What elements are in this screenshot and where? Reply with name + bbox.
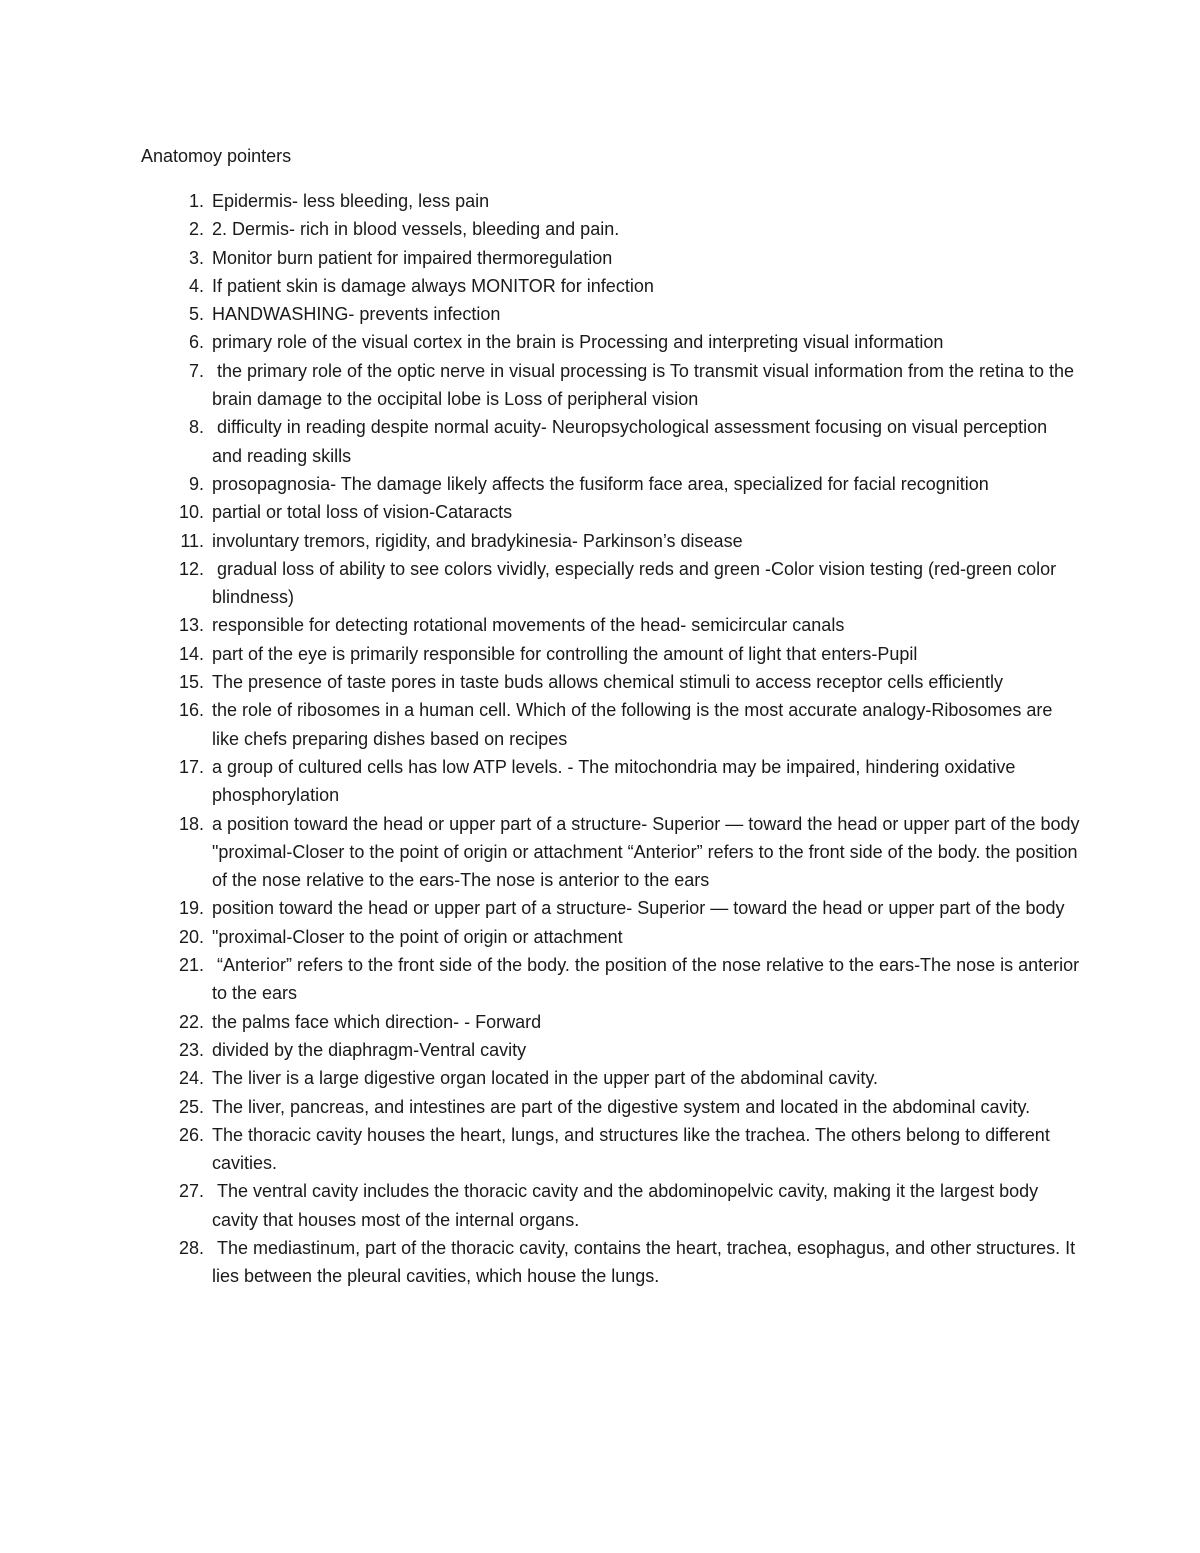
- list-item: [0, 696, 1200, 753]
- list-item-number: 28.: [178, 1237, 204, 1258]
- list-item: [0, 951, 1200, 1008]
- list-item-text: The presence of taste pores in taste buds allows chemical stimuli to access receptor cells efficiently: [212, 672, 1004, 693]
- list-item: [0, 1036, 1200, 1064]
- list-item-text: The liver, pancreas, and intestines are part of the digestive system and located in the abdominal cavity.: [212, 1096, 1031, 1117]
- list-item-text: The thoracic cavity houses the heart, lungs, and structures like the trachea. The others belong to different cavities.: [212, 1124, 1055, 1174]
- list-item-number: 25.: [178, 1096, 204, 1117]
- list-item-text: If patient skin is damage always MONITOR for infection: [212, 275, 654, 296]
- list-item-number: 27.: [178, 1181, 204, 1202]
- list-item-number: 17.: [178, 756, 204, 777]
- list-item-number: 5.: [188, 304, 204, 325]
- list-item-text: the palms face which direction- - Forward: [212, 1011, 542, 1032]
- list-item: [0, 498, 1200, 526]
- list-item: [0, 1121, 1200, 1178]
- list-item: [0, 1093, 1200, 1121]
- list-item-number: 19.: [178, 898, 204, 919]
- list-item-number: 18.: [178, 813, 204, 834]
- list-item-text: the role of ribosomes in a human cell. Which of the following is the most accurate analogy-Ribosomes are like chefs preparing dishes based on recipes: [212, 700, 1058, 749]
- list-item: [0, 1064, 1200, 1092]
- list-item-text: involuntary tremors, rigidity, and bradykinesia- Parkinson’s disease: [212, 530, 743, 551]
- list-item-number: 6.: [188, 332, 204, 353]
- list-item: [0, 810, 1200, 895]
- list-item-text: partial or total loss of vision-Cataracts: [212, 502, 513, 523]
- list-item: [0, 215, 1200, 243]
- list-item-text: divided by the diaphragm-Ventral cavity: [212, 1039, 527, 1060]
- list-item-text: The liver is a large digestive organ located in the upper part of the abdominal cavity.: [212, 1068, 879, 1089]
- list-item-text: 2. Dermis- rich in blood vessels, bleeding and pain.: [212, 219, 620, 240]
- list-item: [0, 1177, 1200, 1234]
- list-item-text: difficulty in reading despite normal acuity- Neuropsychological assessment focusing on visual perception and reading skills: [212, 417, 1053, 466]
- list-item: [0, 272, 1200, 300]
- list-item-number: 9.: [188, 473, 204, 494]
- list-item-number: 16.: [178, 700, 204, 721]
- list-item-number: 21.: [178, 955, 204, 976]
- list-item-text: HANDWASHING- prevents infection: [212, 304, 501, 325]
- list-item: [0, 328, 1200, 356]
- list-item-text: The ventral cavity includes the thoracic cavity and the abdominopelvic cavity, making it the largest body cavity that houses most of the internal organs.: [212, 1181, 1044, 1230]
- document-title: Anatomoy pointers: [141, 146, 292, 166]
- list-item-text: gradual loss of ability to see colors vividly, especially reds and green -Color vision testing (red-green color blindness): [212, 558, 1062, 608]
- list-item-text: Monitor burn patient for impaired thermoregulation: [212, 247, 613, 268]
- list-item: [0, 894, 1200, 922]
- list-item-text: “Anterior” refers to the front side of the body. the position of the nose relative to the ears-The nose is anterior to the ears: [212, 955, 1085, 1004]
- list-item-text: position toward the head or upper part of a structure- Superior — toward the head or upper part of the body: [212, 898, 1065, 919]
- list-item: [0, 640, 1200, 668]
- list-item-number: 26.: [178, 1124, 204, 1145]
- list-item: [0, 923, 1200, 951]
- list-item-text: primary role of the visual cortex in the brain is Processing and interpreting visual information: [212, 332, 944, 353]
- list-item-number: 23.: [178, 1039, 204, 1060]
- list-item: [0, 668, 1200, 696]
- list-item-number: 4.: [188, 275, 204, 296]
- list-item-text: responsible for detecting rotational movements of the head- semicircular canals: [212, 615, 845, 636]
- list-item: [0, 300, 1200, 328]
- list-item-text: prosopagnosia- The damage likely affects the fusiform face area, specialized for facial recognition: [212, 473, 989, 494]
- list-item-text: part of the eye is primarily responsible for controlling the amount of light that enters-Pupil: [212, 643, 918, 664]
- list-item: [0, 555, 1200, 612]
- list-item: [0, 244, 1200, 272]
- list-item-number: 24.: [178, 1068, 204, 1089]
- list-item-number: 12.: [178, 558, 204, 579]
- list-item-number: 22.: [178, 1011, 204, 1032]
- list-item: [0, 357, 1200, 414]
- list-item: [0, 753, 1200, 810]
- list-item-text: Epidermis- less bleeding, less pain: [212, 191, 490, 211]
- list-item-text: "proximal-Closer to the point of origin or attachment: [212, 926, 623, 947]
- list-item: [0, 413, 1200, 470]
- list-item-number: 2.: [188, 219, 204, 240]
- list-item-number: 11.: [180, 530, 204, 551]
- list-item-text: a position toward the head or upper part of a structure- Superior — toward the head or upper part of the body "proximal-Closer to the point of origin or attachment “Anterior” refers to the front side of the body. the position of the nose relative to the ears-The nose is anterior to the ears: [212, 813, 1085, 891]
- pointer-list: [0, 187, 1200, 1291]
- list-item-number: 7.: [188, 360, 204, 381]
- list-item: [0, 470, 1200, 498]
- list-item: [0, 611, 1200, 639]
- list-item: [0, 1234, 1200, 1291]
- list-item: [0, 187, 1200, 215]
- list-item-number: 15.: [178, 672, 204, 693]
- list-item-text: the primary role of the optic nerve in visual processing is To transmit visual information from the retina to the brain damage to the occipital lobe is Loss of peripheral vision: [212, 360, 1080, 410]
- list-item-number: 10.: [178, 502, 204, 523]
- list-item-text: a group of cultured cells has low ATP levels. - The mitochondria may be impaired, hindering oxidative phosphorylation: [212, 756, 1021, 806]
- list-item-number: 14.: [178, 643, 204, 664]
- list-item-number: 8.: [188, 417, 204, 438]
- list-item: [0, 1008, 1200, 1036]
- list-item-number: 1.: [188, 191, 204, 211]
- list-item-text: The mediastinum, part of the thoracic cavity, contains the heart, trachea, esophagus, and other structures. It lies between the pleural cavities, which house the lungs.: [212, 1237, 1081, 1287]
- list-item-number: 13.: [178, 615, 204, 636]
- list-item-number: 20.: [178, 926, 204, 947]
- list-item: [0, 527, 1200, 555]
- list-item-number: 3.: [188, 247, 204, 268]
